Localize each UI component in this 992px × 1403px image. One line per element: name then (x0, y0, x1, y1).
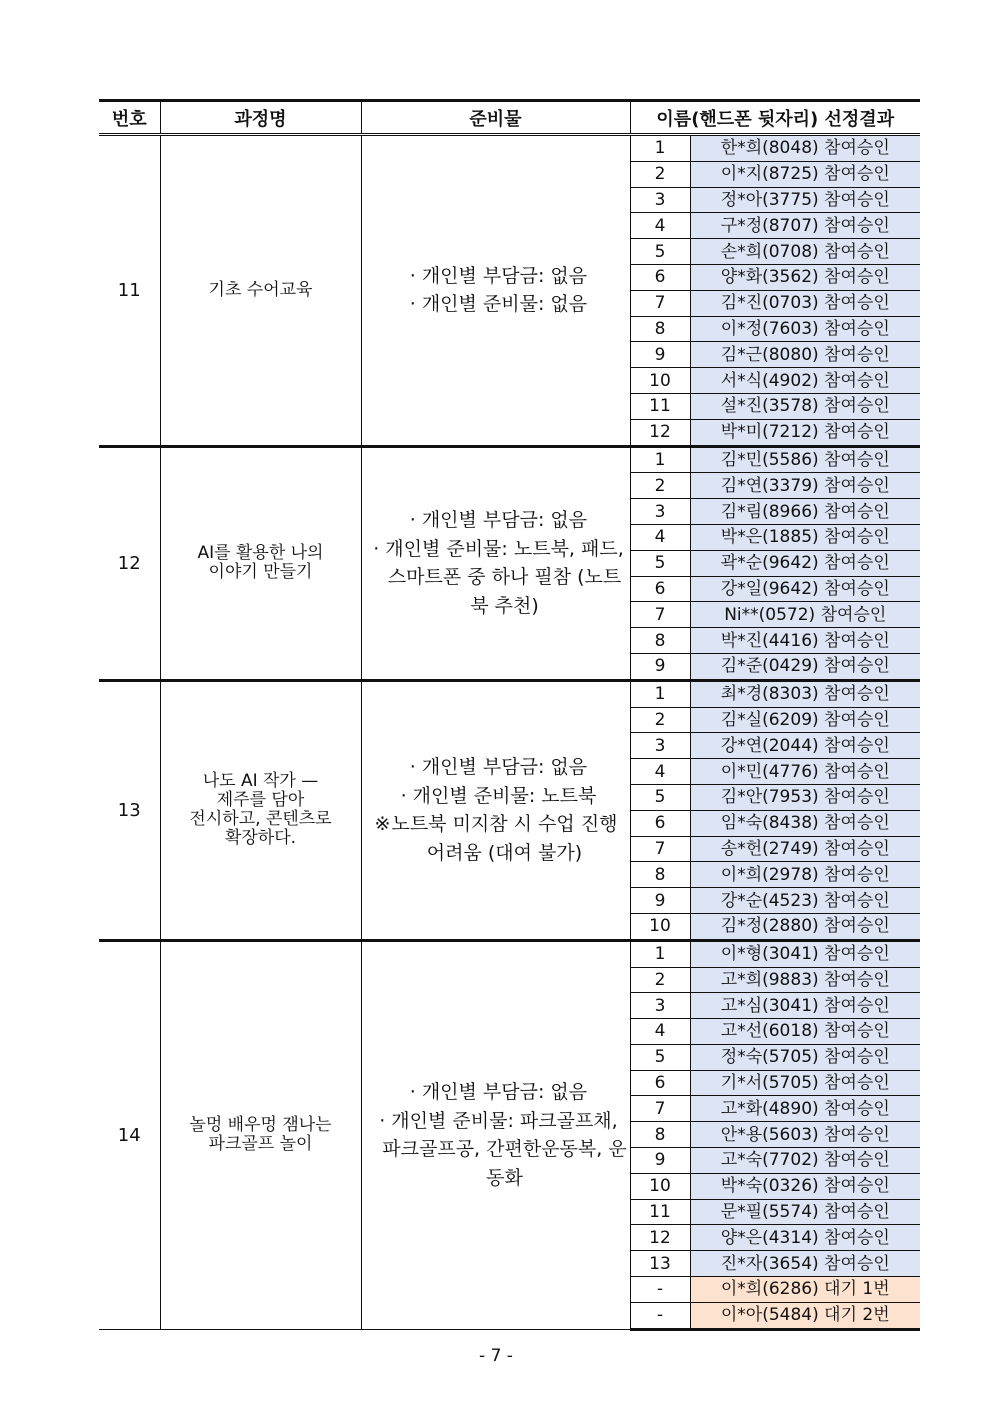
participant-name: 강*순(4523) (720, 890, 819, 911)
selection-result: 참여승인 (824, 293, 890, 314)
bullet-mark: · (373, 537, 380, 560)
participant-approved (690, 1225, 920, 1251)
participant-approved (690, 576, 920, 602)
participant-name: 진*자(3654) (720, 1253, 819, 1274)
participant-index: 3 (630, 993, 690, 1019)
selection-result: 참여승인 (824, 138, 890, 159)
preparation-cell (361, 135, 630, 447)
participant-approved (690, 524, 920, 550)
participant-name: 강*일(9642) (720, 578, 819, 599)
participant-approved (690, 733, 920, 759)
course-number: 13 (99, 680, 160, 940)
page-number: - 7 - (479, 1346, 513, 1366)
header-name: 이름(핸드폰 뒷자리) (656, 108, 819, 130)
participant-approved (690, 419, 920, 446)
participant-index: 1 (630, 446, 690, 473)
participant-name: 이*지(8725) (720, 164, 819, 185)
selection-result: 참여승인 (824, 944, 890, 965)
participant-name: 이*희(6286) (720, 1279, 819, 1300)
selection-result: 참여승인 (824, 838, 890, 859)
selection-result: 참여승인 (824, 578, 890, 599)
preparation-cell (361, 680, 630, 940)
preparation-item (362, 535, 630, 621)
selection-result: 참여승인 (824, 709, 890, 730)
participant-approved (690, 393, 920, 419)
participant-index: - (630, 1302, 690, 1329)
preparation-text: 개인별 준비물: 노트북 (412, 784, 597, 807)
participant-index: 7 (630, 836, 690, 862)
participant-waitlist (690, 1277, 920, 1303)
bullet-mark: · (379, 1109, 386, 1132)
bullet-mark: · (409, 1081, 416, 1104)
participant-approved (690, 368, 920, 394)
participant-index: 3 (630, 499, 690, 525)
participant-index: 9 (630, 342, 690, 368)
selection-result: 참여승인 (824, 1073, 890, 1094)
course-number: 14 (99, 940, 160, 1329)
preparation-item (362, 1107, 630, 1193)
participant-name: 김*민(5586) (720, 449, 819, 470)
selection-result: 참여승인 (824, 370, 890, 391)
participant-name: 최*경(8303) (720, 684, 819, 705)
participant-name: 구*정(8707) (720, 215, 819, 236)
course-name-line: AI를 활용한 나의 (197, 543, 324, 564)
participant-name: 설*진(3578) (720, 396, 819, 417)
selection-result: 참여승인 (824, 527, 890, 548)
participant-approved (690, 290, 920, 316)
selection-result: 참여승인 (824, 630, 890, 651)
selection-result: 참여승인 (824, 501, 890, 522)
selection-result: 참여승인 (824, 890, 890, 911)
selection-result: 참여승인 (824, 553, 890, 574)
table-row (99, 680, 920, 707)
course-name-line: 확장하다. (224, 828, 297, 849)
participant-index: 12 (630, 419, 690, 446)
participant-index: 8 (630, 1122, 690, 1148)
participant-approved (690, 550, 920, 576)
participant-name: 정*숙(5705) (720, 1047, 819, 1068)
selection-result: 참여승인 (824, 1253, 890, 1274)
header-number: 번호 (99, 101, 160, 135)
participant-approved (690, 602, 920, 628)
selection-result: 참여승인 (824, 864, 890, 885)
participant-name: 정*아(3775) (720, 189, 819, 210)
preparation-item (362, 1078, 630, 1107)
participant-name: 강*연(2044) (720, 735, 819, 756)
course-name-line: 이야기 만들기 (208, 562, 313, 583)
participant-index: 2 (630, 473, 690, 499)
participant-name: 문*필(5574) (720, 1202, 819, 1223)
bullet-mark: · (409, 293, 416, 316)
selection-result: 참여승인 (824, 164, 890, 185)
participant-name: 고*숙(7702) (720, 1150, 819, 1171)
course-number: 11 (99, 135, 160, 447)
participant-index: 3 (630, 733, 690, 759)
preparation-text: 개인별 준비물: 없음 (421, 293, 588, 316)
participant-approved (690, 499, 920, 525)
participant-approved (690, 707, 920, 733)
participant-index: 9 (630, 888, 690, 914)
participant-name: 김*정(2880) (720, 916, 819, 937)
participant-name: 이*민(4776) (720, 761, 819, 782)
participant-index: 1 (630, 940, 690, 967)
course-name-line: 놀멍 배우멍 잼나는 (189, 1115, 332, 1136)
selection-table (99, 99, 920, 1331)
participant-approved (690, 239, 920, 265)
participant-name: 김*근(8080) (720, 344, 819, 365)
participant-approved (690, 888, 920, 914)
participant-approved (690, 1148, 920, 1174)
selection-result: 대기 1번 (824, 1279, 890, 1300)
participant-approved (690, 967, 920, 993)
participant-index: 10 (630, 1173, 690, 1199)
selection-result: 참여승인 (824, 1227, 890, 1248)
participant-index: 5 (630, 784, 690, 810)
participant-index: 12 (630, 1225, 690, 1251)
participant-index: 6 (630, 810, 690, 836)
selection-result: 참여승인 (824, 1176, 890, 1197)
participant-index: 4 (630, 524, 690, 550)
bullet-mark: · (400, 784, 407, 807)
preparation-item (362, 506, 630, 535)
course-name (160, 446, 361, 680)
participant-approved (690, 1199, 920, 1225)
participant-index: 2 (630, 967, 690, 993)
participant-index: 6 (630, 264, 690, 290)
preparation-list (362, 753, 630, 867)
table-row (99, 446, 920, 473)
table-body (99, 135, 920, 1330)
selection-result: 참여승인 (824, 684, 890, 705)
header-result: 선정결과 (824, 108, 895, 130)
participant-name: 임*숙(8438) (720, 813, 819, 834)
selection-result: 참여승인 (824, 787, 890, 808)
participant-name: 박*진(4416) (720, 630, 819, 651)
selection-result: 참여승인 (824, 1124, 890, 1145)
participant-name: 김*실(6209) (720, 709, 819, 730)
course-name-line: 전시하고, 콘텐츠로 (189, 809, 332, 830)
participant-approved (690, 653, 920, 680)
participant-name: 이*아(5484) (720, 1305, 819, 1326)
participant-approved (690, 446, 920, 473)
preparation-list (362, 262, 630, 319)
preparation-item (362, 753, 630, 782)
course-name-line: 파크골프 놀이 (208, 1134, 313, 1155)
participant-index: 5 (630, 239, 690, 265)
participant-approved (690, 1044, 920, 1070)
selection-result: 대기 2번 (824, 1305, 890, 1326)
header-name-result (630, 101, 920, 135)
participant-index: 1 (630, 135, 690, 162)
table-row (99, 135, 920, 162)
participant-index: 8 (630, 316, 690, 342)
course-name (160, 680, 361, 940)
participant-name: 손*희(0708) (720, 241, 819, 262)
selection-result: 참여승인 (824, 422, 890, 443)
preparation-text: 개인별 부담금: 없음 (421, 264, 588, 287)
participant-index: 4 (630, 213, 690, 239)
participant-name: 한*희(8048) (720, 138, 819, 159)
participant-index: 7 (630, 290, 690, 316)
course-name (160, 940, 361, 1329)
participant-index: - (630, 1277, 690, 1303)
participant-name: 김*림(8966) (720, 501, 819, 522)
participant-name: Ni**(0572) (724, 604, 816, 625)
selection-result: 참여승인 (824, 916, 890, 937)
participant-approved (690, 940, 920, 967)
preparation-item (362, 262, 630, 291)
selection-result: 참여승인 (824, 1098, 890, 1119)
participant-index: 3 (630, 187, 690, 213)
participant-name: 양*은(4314) (720, 1227, 819, 1248)
participant-name: 김*준(0429) (720, 656, 819, 677)
selection-result: 참여승인 (824, 1202, 890, 1223)
selection-result: 참여승인 (824, 995, 890, 1016)
participant-index: 4 (630, 1019, 690, 1045)
participant-approved (690, 680, 920, 707)
course-number: 12 (99, 446, 160, 680)
course-name (160, 135, 361, 447)
participant-approved (690, 187, 920, 213)
participant-name: 기*서(5705) (720, 1073, 819, 1094)
participant-approved (690, 810, 920, 836)
bullet-mark: · (409, 756, 416, 779)
participant-approved (690, 1173, 920, 1199)
participant-name: 이*정(7603) (720, 318, 819, 339)
participant-index: 10 (630, 368, 690, 394)
participant-index: 2 (630, 161, 690, 187)
participant-approved (690, 1070, 920, 1096)
participant-approved (690, 213, 920, 239)
selection-result: 참여승인 (824, 1047, 890, 1068)
participant-index: 13 (630, 1251, 690, 1277)
preparation-text: 노트북 미지참 시 수업 진행 어려움 (대여 불가) (391, 813, 618, 864)
selection-result: 참여승인 (824, 344, 890, 365)
participant-index: 9 (630, 653, 690, 680)
preparation-text: 개인별 준비물: 노트북, 패드, 스마트폰 중 하나 필참 (노트북 추천) (385, 537, 624, 617)
selection-result: 참여승인 (824, 761, 890, 782)
participant-name: 김*진(0703) (720, 293, 819, 314)
participant-approved (690, 1096, 920, 1122)
participant-approved (690, 913, 920, 940)
preparation-item (362, 810, 630, 867)
participant-approved (690, 759, 920, 785)
participant-approved (690, 264, 920, 290)
selection-result: 참여승인 (824, 396, 890, 417)
bullet-mark: · (409, 264, 416, 287)
preparation-text: 개인별 부담금: 없음 (421, 509, 588, 532)
selection-result: 참여승인 (820, 604, 887, 625)
selection-result: 참여승인 (824, 1021, 890, 1042)
participant-index: 7 (630, 1096, 690, 1122)
preparation-list (362, 506, 630, 620)
participant-name: 서*식(4902) (720, 370, 819, 391)
participant-name: 박*미(7212) (720, 422, 819, 443)
selection-result: 참여승인 (824, 969, 890, 990)
participant-index: 8 (630, 628, 690, 654)
participant-approved (690, 342, 920, 368)
participant-name: 곽*순(9642) (720, 553, 819, 574)
participant-approved (690, 1019, 920, 1045)
participant-waitlist (690, 1302, 920, 1329)
selection-result: 참여승인 (824, 449, 890, 470)
preparation-cell (361, 446, 630, 680)
header-row (99, 101, 920, 135)
selection-result: 참여승인 (824, 189, 890, 210)
participant-approved (690, 836, 920, 862)
course-name-line: 제주를 담아 (216, 790, 305, 811)
participant-name: 송*헌(2749) (720, 838, 819, 859)
participant-approved (690, 1122, 920, 1148)
preparation-item (362, 782, 630, 811)
participant-name: 고*선(6018) (720, 1021, 819, 1042)
participant-index: 6 (630, 1070, 690, 1096)
participant-name: 이*희(2978) (720, 864, 819, 885)
header-course: 과정명 (160, 101, 361, 135)
participant-name: 양*화(3562) (720, 267, 819, 288)
participant-name: 고*심(3041) (720, 995, 819, 1016)
bullet-mark: · (409, 509, 416, 532)
participant-index: 11 (630, 393, 690, 419)
selection-result: 참여승인 (824, 267, 890, 288)
participant-approved (690, 1251, 920, 1277)
participant-index: 11 (630, 1199, 690, 1225)
participant-approved (690, 161, 920, 187)
participant-name: 박*숙(0326) (720, 1176, 819, 1197)
preparation-text: 개인별 부담금: 없음 (421, 1081, 588, 1104)
course-name-line: 나도 AI 작가 — (202, 771, 319, 792)
participant-approved (690, 993, 920, 1019)
participant-name: 박*은(1885) (720, 527, 819, 548)
participant-index: 9 (630, 1148, 690, 1174)
preparation-item (362, 290, 630, 319)
participant-name: 김*연(3379) (720, 475, 819, 496)
participant-name: 안*용(5603) (720, 1124, 819, 1145)
course-name-line: 기초 수어교육 (208, 279, 313, 300)
participant-index: 5 (630, 1044, 690, 1070)
selection-result: 참여승인 (824, 215, 890, 236)
participant-approved (690, 784, 920, 810)
selection-result: 참여승인 (824, 241, 890, 262)
participant-index: 6 (630, 576, 690, 602)
selection-result: 참여승인 (824, 475, 890, 496)
selection-result: 참여승인 (824, 1150, 890, 1171)
preparation-list (362, 1078, 630, 1192)
participant-approved (690, 628, 920, 654)
participant-index: 10 (630, 913, 690, 940)
participant-index: 4 (630, 759, 690, 785)
participant-index: 8 (630, 862, 690, 888)
participant-index: 2 (630, 707, 690, 733)
selection-result: 참여승인 (824, 813, 890, 834)
selection-result: 참여승인 (824, 656, 890, 677)
selection-result: 참여승인 (824, 318, 890, 339)
participant-name: 김*안(7953) (720, 787, 819, 808)
participant-index: 1 (630, 680, 690, 707)
participant-approved (690, 862, 920, 888)
participant-index: 5 (630, 550, 690, 576)
participant-approved (690, 316, 920, 342)
bullet-mark: ※ (374, 813, 391, 836)
preparation-cell (361, 940, 630, 1329)
participant-approved (690, 135, 920, 162)
participant-index: 7 (630, 602, 690, 628)
header-preparation: 준비물 (361, 101, 630, 135)
preparation-text: 개인별 준비물: 파크골프채, 파크골프공, 간편한운동복, 운동화 (382, 1109, 627, 1189)
participant-name: 이*형(3041) (720, 944, 819, 965)
participant-name: 고*희(9883) (720, 969, 819, 990)
participant-approved (690, 473, 920, 499)
selection-result: 참여승인 (824, 735, 890, 756)
participant-name: 고*화(4890) (720, 1098, 819, 1119)
table-row (99, 940, 920, 967)
preparation-text: 개인별 부담금: 없음 (421, 756, 588, 779)
